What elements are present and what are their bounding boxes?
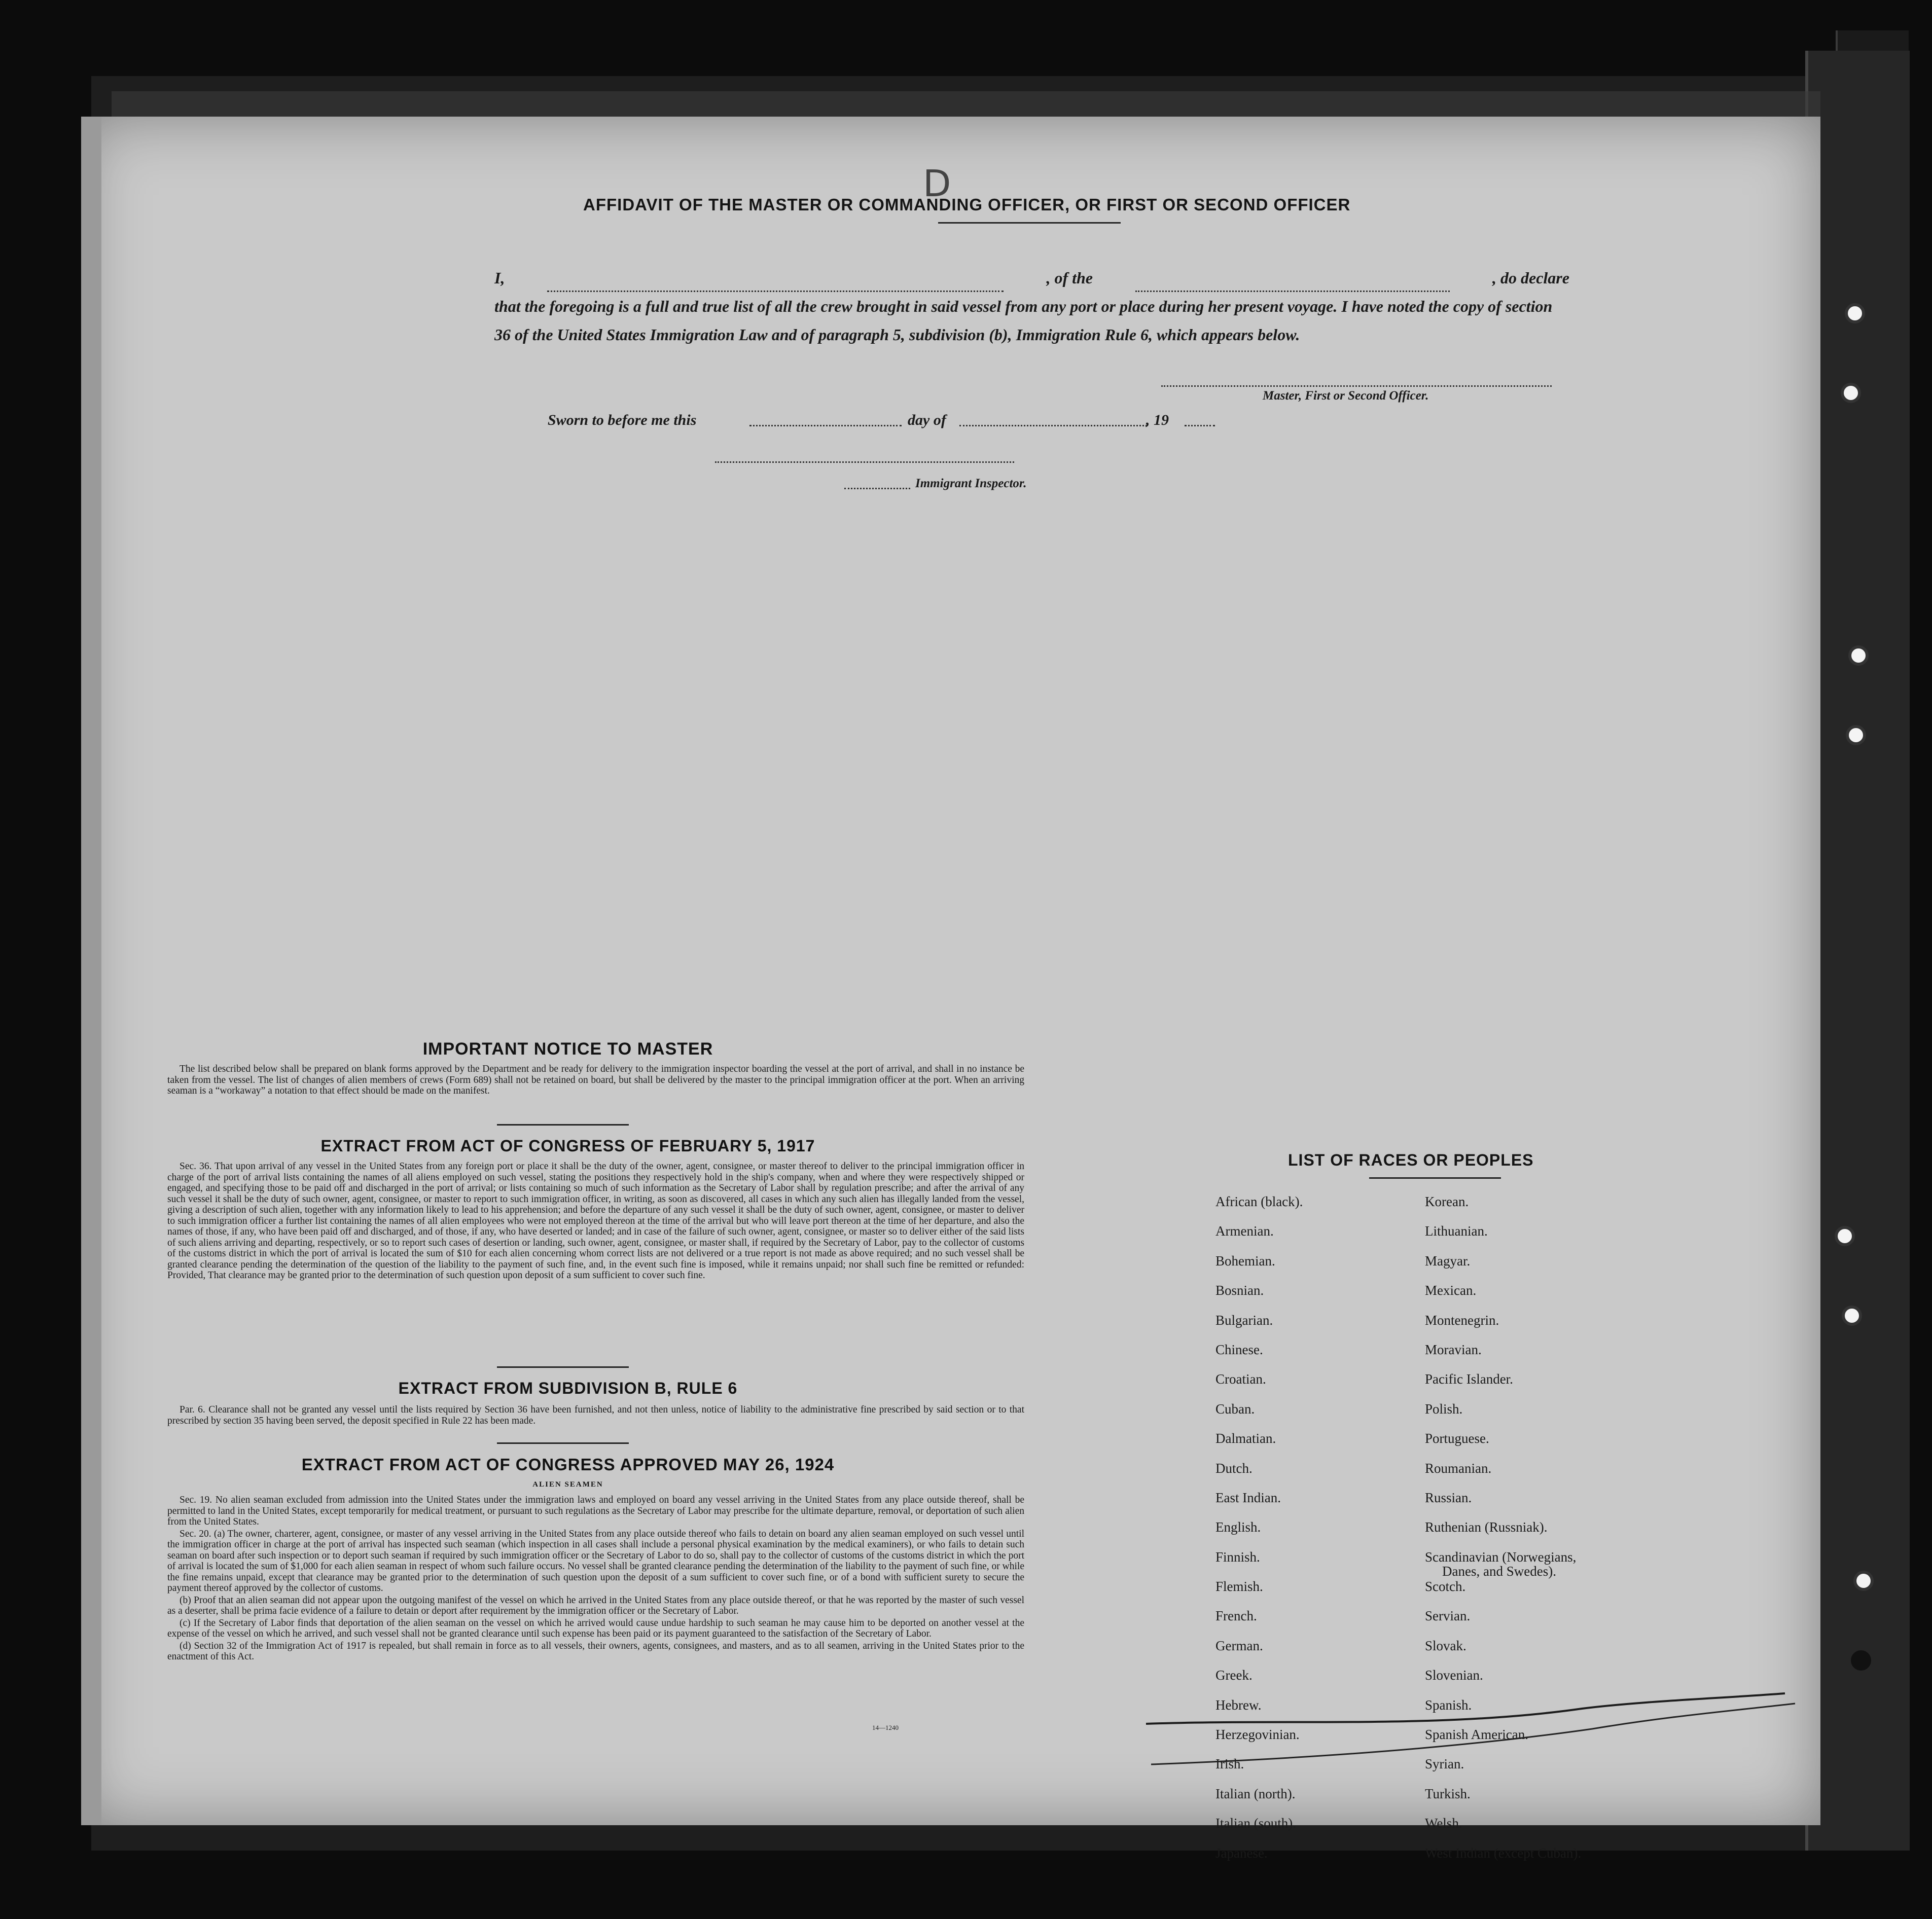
race-item: Ruthenian (Russniak). — [1425, 1519, 1548, 1535]
section-36-paragraph: Sec. 36. That upon arrival of any vessel in the United States from any foreign port or place it shall be the duty of the owner, agent, consignee, or master thereof to deliver to the principal immigration officer in charge of the port of arrival lists containing the names of all aliens employed on such vessel, stating the positions they respectively hold in the ship's company, when and where they were respectively shipped or engaged, and specifying those to be paid off and discharged in the port of arrival; or lists containing so much of such information as the Secretary of Labor shall by regulation prescribe; and after the arrival of any such vessel it shall be the duty of such owner, agent, consignee, or master to report to such immigration officer, in writing, as soon as discovered, all cases in which any such alien has illegally landed from the vessel, giving a description of such alien, together with any information likely to lead to his apprehension; and before the departure of any such vessel it shall be the duty of such owner, agent, consignee, or master to deliver to such immigration officer a further list containing the names of all alien employees who were not employed thereon at the time of the arrival but who will leave port thereon at the time of her departure, and also the names of those, if any, who have been paid off and discharged, and of those, if any, who have deserted or landed; and in case of the failure of such owner, agent, consignee, or master so to deliver either of the said lists of such aliens arriving and departing, respectively, or so to report such cases of desertion or landing, such owner, agent, consignee, or master shall, if required by the Secretary of Labor, pay to the collector of customs of the customs district in which the port of arrival is located the sum of $10 for each alien concerning whom correct lists are not delivered or a true report is not made as above required; and no such vessel shall be granted clearance pending the determination of the question of the liability to the payment of such fine, and, in the event such fine is imposed, while it remains unpaid; nor shall such fine be remitted or refunded: Provided, That clearance may be granted prior to the determination of such question upon deposit of a sum sufficient to cover such fine. — [167, 1161, 1024, 1281]
extract-1924-title: EXTRACT FROM ACT OF CONGRESS APPROVED MAY 26, 1924 — [301, 1455, 835, 1474]
declare-rest: that the foregoing is a full and true list of all the crew brought in said vessel from any port or place during her present voyage. I have noted the copy of section 36 of the United States Immigration Law and of paragraph 5, subdivision (b), Immigration Rule 6, which appears below. — [494, 297, 1553, 344]
inspector-signature-line[interactable] — [715, 461, 1014, 463]
race-item: Roumanian. — [1425, 1460, 1492, 1476]
extract-1924-text — [167, 1495, 1024, 1663]
race-item: African (black). — [1215, 1194, 1303, 1209]
race-item: Moravian. — [1425, 1342, 1482, 1357]
race-item: Korean. — [1425, 1194, 1469, 1209]
race-item: English. — [1215, 1519, 1261, 1535]
race-item: Slovenian. — [1425, 1668, 1483, 1683]
race-item: Chinese. — [1215, 1342, 1263, 1357]
punch-hole — [1846, 725, 1866, 745]
race-item: Irish. — [1215, 1756, 1244, 1772]
affidavit-title: AFFIDAVIT OF THE MASTER OR COMMANDING OFFICER, OR FIRST OR SECOND OFFICER — [583, 195, 1351, 214]
notice-paragraph: The list described below shall be prepared on blank forms approved by the Department and be ready for delivery to the immigration inspector boarding the vessel at the port of arrival, and shall in no instance be taken from the vessel. The list of changes of alien members of crews (Form 689) shall not be retained on board, but shall be delivered by the master to the principal immigration officer at the port. When an arriving seaman is a “workaway” a notation to that effect should be made on the manifest. — [167, 1064, 1024, 1096]
alien-seamen-subtitle: ALIEN SEAMEN — [532, 1480, 603, 1489]
section-rule — [497, 1124, 629, 1126]
race-item: Cuban. — [1215, 1401, 1255, 1417]
sec-20b-paragraph: (b) Proof that an alien seaman did not appear upon the outgoing manifest of the vessel on which he arrived in the United States from any place outside thereof, or that he was reported by the master of such vessel as a deserter, shall be prima facie evidence of a failure to detain or deport after requirement by the immigration officer or the Secretary of Labor. — [167, 1595, 1024, 1616]
master-signature-line[interactable] — [1161, 385, 1552, 387]
sec-20d-paragraph: (d) Section 32 of the Immigration Act of 1917 is repealed, but shall remain in force as to all vessels, their owners, agents, consignees, and masters, and as to all seamen, arriving in the United States prior to the enactment of this Act. — [167, 1640, 1024, 1662]
extract-rule6-text — [167, 1404, 1024, 1427]
race-item: Hebrew. — [1215, 1697, 1262, 1713]
race-item: Herzegovinian. — [1215, 1727, 1300, 1743]
race-item-continued: Danes, and Swedes). — [1442, 1563, 1556, 1579]
race-item: Montenegrin. — [1425, 1312, 1499, 1328]
race-item: Mexican. — [1425, 1283, 1477, 1298]
day-of-label: day of — [908, 412, 946, 428]
form-number: 14—1240 — [872, 1724, 899, 1731]
pencil-mark: D — [923, 162, 951, 205]
document-page — [81, 117, 1820, 1861]
race-item: Polish. — [1425, 1401, 1463, 1417]
race-item: Armenian. — [1215, 1223, 1274, 1239]
race-item: Spanish American. — [1425, 1727, 1528, 1743]
race-item: Slovak. — [1425, 1638, 1466, 1653]
race-item: Syrian. — [1425, 1756, 1464, 1772]
inspector-caption: Immigrant Inspector. — [915, 477, 1027, 490]
race-item: Italian (north). — [1215, 1786, 1296, 1801]
extract-rule6-title: EXTRACT FROM SUBDIVISION B, RULE 6 — [398, 1379, 738, 1397]
title-rule — [938, 222, 1121, 224]
punch-hole — [1851, 1650, 1871, 1671]
race-item: German. — [1215, 1638, 1263, 1653]
race-item: Welsh. — [1425, 1816, 1462, 1831]
punch-hole — [1835, 1226, 1855, 1246]
pen-strike-mark — [1136, 1688, 1805, 1780]
race-item: Spanish. — [1425, 1697, 1472, 1713]
race-item: Bohemian. — [1215, 1253, 1275, 1269]
year-label: , 19 — [1146, 412, 1169, 428]
punch-hole — [1845, 303, 1865, 323]
race-item: Russian. — [1425, 1490, 1472, 1505]
section-rule — [497, 1366, 629, 1368]
section-rule — [497, 1442, 629, 1444]
punch-hole — [1848, 645, 1869, 666]
sworn-month-blank[interactable] — [959, 425, 1147, 426]
race-item: West Indian (except Cuban). — [1425, 1845, 1582, 1861]
race-item: French. — [1215, 1608, 1257, 1624]
punch-hole — [1841, 383, 1861, 403]
master-caption: Master, First or Second Officer. — [1263, 389, 1429, 403]
sworn-label: Sworn to before me this — [548, 412, 697, 428]
race-item: Finnish. — [1215, 1549, 1260, 1565]
race-item: Pacific Islander. — [1425, 1371, 1513, 1387]
punch-hole — [1853, 1571, 1874, 1591]
races-title: LIST OF RACES OR PEOPLES — [1288, 1151, 1534, 1169]
extract-1917-text — [167, 1161, 1024, 1282]
race-item: Bosnian. — [1215, 1283, 1264, 1298]
punch-hole — [1842, 1306, 1862, 1326]
notice-text — [167, 1064, 1024, 1098]
race-item: Greek. — [1215, 1668, 1253, 1683]
vessel-blank[interactable] — [1135, 264, 1450, 292]
races-title-rule — [1369, 1177, 1501, 1179]
race-item: Turkish. — [1425, 1786, 1471, 1801]
race-item: Scandinavian (Norwegians, — [1425, 1549, 1577, 1565]
race-item: Flemish. — [1215, 1579, 1263, 1595]
race-item: Bulgarian. — [1215, 1312, 1273, 1328]
sec-20c-paragraph: (c) If the Secretary of Labor finds that deportation of the alien seaman on the vessel on which he arrived would cause undue hardship to such seaman he may cause him to be deported on another vessel at the expense of the vessel on which he arrived, and such vessel shall not be granted clearance until such expense has been paid or its payment guaranteed to the satisfaction of the Secretary of Labor. — [167, 1617, 1024, 1639]
extract-1917-title: EXTRACT FROM ACT OF CONGRESS OF FEBRUARY 5, 1917 — [320, 1137, 815, 1155]
notice-title: IMPORTANT NOTICE TO MASTER — [422, 1039, 713, 1059]
race-item: East Indian. — [1215, 1490, 1281, 1505]
race-item: Magyar. — [1425, 1253, 1471, 1269]
race-item: Lithuanian. — [1425, 1223, 1488, 1239]
race-item: Dalmatian. — [1215, 1431, 1276, 1446]
sworn-day-blank[interactable] — [749, 425, 902, 426]
declare-i: I, — [494, 269, 505, 287]
affidavit-declaration — [494, 264, 1569, 349]
par-6-paragraph: Par. 6. Clearance shall not be granted any vessel until the lists required by Section 36 have been furnished, and not then unless, notice of liability to the administrative fine prescribed by said section or to that prescribed by section 35 having been served, the deposit specified in Rule 22 has been made. — [167, 1404, 1024, 1426]
race-item: Japanese. — [1215, 1845, 1268, 1861]
race-item: Italian (south). — [1215, 1816, 1296, 1831]
inspector-caption-dash — [844, 488, 910, 489]
race-item: Croatian. — [1215, 1371, 1266, 1387]
declare-do-declare: , do declare — [1492, 269, 1569, 287]
race-item: Servian. — [1425, 1608, 1471, 1624]
race-item: Scotch. — [1425, 1579, 1466, 1595]
page-binding-edge — [81, 117, 101, 1825]
sec-19-paragraph: Sec. 19. No alien seaman excluded from admission into the United States under the immigration laws and employed on board any vessel arriving in the United States from any place outside thereof, shall be permitted to land in the United States, except temporarily for medical treatment, or pursuant to such regulations as the Secretary of Labor may prescribe for the ultimate departure, removal, or deportation of such alien from the United States. — [167, 1495, 1024, 1527]
sec-20a-paragraph: Sec. 20. (a) The owner, charterer, agent, consignee, or master of any vessel arriving in the United States from any place outside thereof who fails to detain on board any alien seaman employed on such vessel until the immigration officer in charge at the port of arrival has inspected such seaman (which inspection in all cases shall include a personal physical examination by the medical examiners), or who fails to detain such seaman on board after such inspection or to deport such seaman if required by such immigration officer or the Secretary of Labor to do so, shall pay to the collector of customs of the customs district in which the port of arrival is located the sum of $1,000 for each alien seaman in respect of whom such failure occurs. No vessel shall be granted clearance pending the determination of the liability to the payment of such fine, or while the fine remains unpaid, except that clearance may be granted prior to the determination of such question upon the deposit of a sum sufficient to cover such fine, or of a bond with sufficient surety to secure the payment thereof approved by the collector of customs. — [167, 1528, 1024, 1594]
race-item: Dutch. — [1215, 1460, 1253, 1476]
sworn-year-blank[interactable] — [1185, 425, 1215, 426]
film-strip — [112, 91, 1820, 119]
declare-of-the: , of the — [1046, 269, 1093, 287]
race-item: Portuguese. — [1425, 1431, 1489, 1446]
name-blank[interactable] — [547, 264, 1004, 292]
